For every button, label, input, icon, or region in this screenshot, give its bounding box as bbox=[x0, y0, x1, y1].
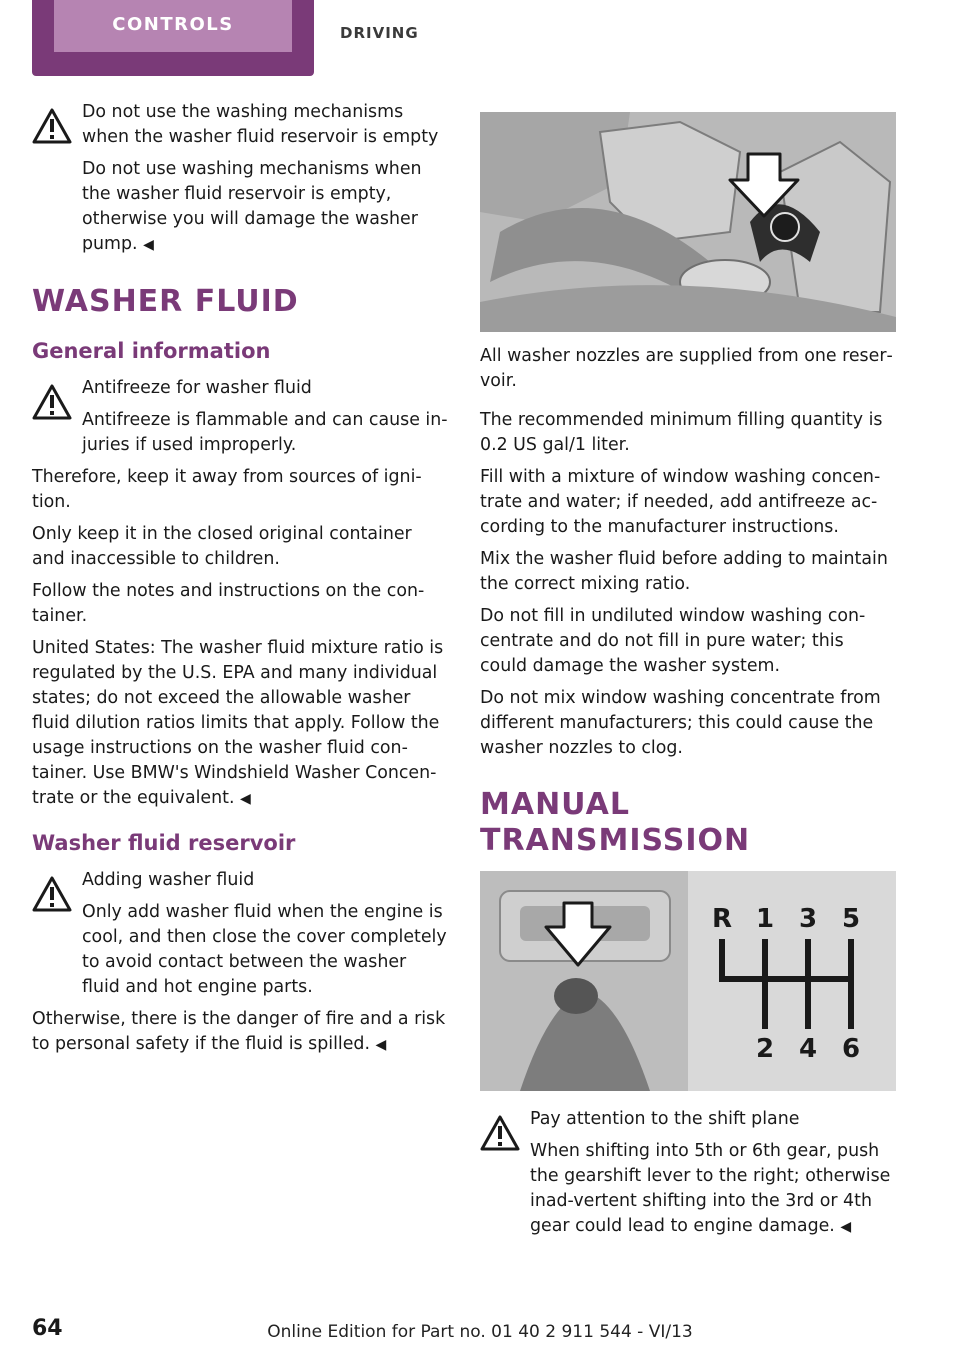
warning-title: Pay attention to the shift plane bbox=[530, 1109, 800, 1129]
warning-title: Do not use the washing mechanisms when the washer fluid reservoir is empty bbox=[82, 102, 439, 147]
shift-label-5: 5 bbox=[841, 904, 861, 934]
end-mark: ◀ bbox=[143, 237, 154, 253]
shift-label-1: 1 bbox=[755, 904, 775, 934]
paragraph: Therefore, keep it away from sources of igni‐tion. bbox=[32, 467, 422, 512]
subheading-general-information: General information bbox=[32, 339, 271, 363]
warning-body: When shifting into 5th or 6th gear, push the gearshift lever to the right; otherwise inad‐vertent shifting into the 3rd or 4th gear could lead to engine damage. bbox=[530, 1141, 891, 1236]
paragraph: All washer nozzles are supplied from one reser‐voir. bbox=[480, 346, 893, 391]
warning-triangle-icon bbox=[480, 1115, 520, 1151]
warning-empty-reservoir bbox=[32, 100, 448, 258]
paragraph: Mix the washer fluid before adding to maintain the correct mixing ratio. bbox=[480, 549, 888, 594]
shift-label-6: 6 bbox=[841, 1034, 861, 1064]
warning-shift-plane bbox=[480, 1107, 896, 1240]
shift-label-4: 4 bbox=[798, 1034, 818, 1064]
paragraph: Follow the notes and instructions on the con‐tainer. bbox=[32, 581, 425, 626]
subheading-washer-fluid-reservoir: Washer fluid reservoir bbox=[32, 831, 296, 855]
header-tab-controls-frame bbox=[32, 0, 314, 76]
section-heading-washer-fluid: WASHER FLUID bbox=[32, 284, 299, 319]
footer-edition: Online Edition for Part no. 01 40 2 911 544 - VI/13 bbox=[267, 1322, 693, 1342]
paragraph: Otherwise, there is the danger of fire and a risk to personal safety if the fluid is spilled. bbox=[32, 1009, 446, 1054]
paragraph: Only keep it in the closed original container and inaccessible to children. bbox=[32, 524, 412, 569]
shift-label-2: 2 bbox=[755, 1034, 775, 1064]
warning-body: Antifreeze is flammable and can cause in‐juries if used improperly. bbox=[82, 410, 448, 455]
gearshift-photo-and-shift-pattern bbox=[480, 871, 896, 1091]
engine-bay-reservoir-photo bbox=[480, 112, 896, 332]
paragraph: United States: The washer fluid mixture ratio is regulated by the U.S. EPA and many individual states; do not exceed the allowable washer fluid dilution ratios limits that apply. Follow the usage instructions on the washer fluid con‐tainer. Use BMW's Windshield Washer Concen‐trate or the equivalent. bbox=[32, 638, 444, 808]
header-tab-controls[interactable]: CONTROLS bbox=[54, 0, 292, 52]
end-mark: ◀ bbox=[240, 791, 251, 807]
warning-triangle-icon bbox=[32, 876, 72, 912]
warning-body-wrap bbox=[82, 157, 448, 258]
paragraph-wrap bbox=[32, 1007, 448, 1058]
warning-antifreeze bbox=[32, 376, 448, 458]
shift-label-3: 3 bbox=[798, 904, 818, 934]
warning-triangle-icon bbox=[32, 108, 72, 144]
paragraph: Do not mix window washing concentrate from different manufacturers; this could cause the washer nozzles to clog. bbox=[480, 688, 881, 758]
end-mark: ◀ bbox=[840, 1219, 852, 1235]
header-tab-driving[interactable]: DRIVING bbox=[340, 24, 419, 42]
warning-body: Only add washer fluid when the engine is cool, and then close the cover completely to avoid contact between the washer fluid and hot engine parts. bbox=[82, 902, 447, 997]
paragraph: The recommended minimum filling quantity is 0.2 US gal/1 liter. bbox=[480, 410, 883, 455]
section-heading-manual-transmission: MANUAL TRANSMISSION bbox=[480, 787, 751, 858]
warning-adding-washer-fluid bbox=[32, 868, 448, 1000]
warning-triangle-icon bbox=[32, 384, 72, 420]
warning-body: Do not use washing mechanisms when the washer fluid reservoir is empty, otherwise you will damage the washer pump. bbox=[82, 159, 422, 254]
left-column bbox=[32, 100, 448, 1065]
right-column bbox=[480, 112, 896, 1247]
paragraph: Do not fill in undiluted window washing con‐centrate and do not fill in pure water; this could damage the washer system. bbox=[480, 606, 866, 676]
page-number: 64 bbox=[32, 1316, 63, 1341]
paragraph-wrap bbox=[32, 636, 448, 812]
warning-title: Adding washer fluid bbox=[82, 870, 255, 890]
end-mark: ◀ bbox=[375, 1037, 387, 1053]
paragraph: Fill with a mixture of window washing concen‐trate and water; if needed, add antifreeze ac‐cording to the manufacturer instructions. bbox=[480, 467, 881, 537]
warning-title: Antifreeze for washer fluid bbox=[82, 378, 312, 398]
shift-label-r: R bbox=[711, 904, 733, 934]
warning-body-wrap bbox=[530, 1139, 896, 1240]
